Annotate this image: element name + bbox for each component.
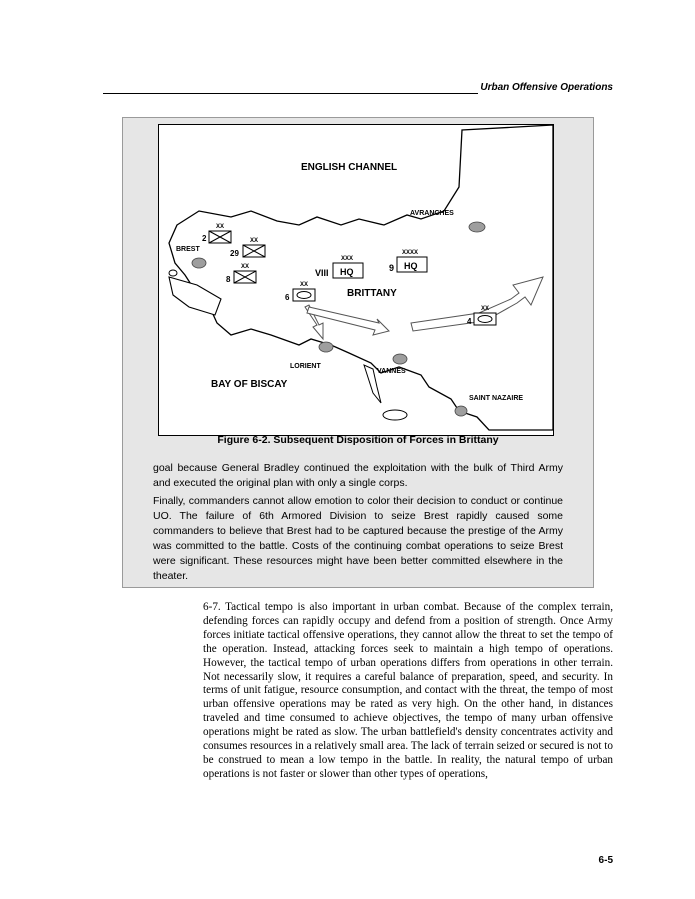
ninth-army-size: XXXX bbox=[402, 250, 419, 256]
island-west bbox=[169, 270, 177, 276]
running-header: Urban Offensive Operations bbox=[480, 82, 613, 93]
viii-corps-size: XXX bbox=[341, 256, 354, 262]
brest-city bbox=[192, 258, 206, 268]
unit-4-number: 4 bbox=[467, 317, 472, 326]
header-rule bbox=[103, 93, 478, 94]
page-number: 6-5 bbox=[598, 855, 613, 866]
ninth-army-hq-label: HQ bbox=[404, 261, 418, 271]
avranches-city bbox=[469, 222, 485, 232]
vannes-city bbox=[393, 354, 407, 364]
brittany-map bbox=[158, 124, 554, 436]
unit-2-number: 2 bbox=[202, 234, 207, 243]
unit-8-number: 8 bbox=[226, 275, 231, 284]
vannes-label: VANNES bbox=[377, 368, 406, 375]
unit-8th-division bbox=[234, 271, 256, 283]
saint-nazaire-label: SAINT NAZAIRE bbox=[469, 395, 524, 402]
vignette-paragraph-1: goal because General Bradley continued the exploitation with the bulk of Third Army and executed the original plan with only a single corps. bbox=[153, 462, 563, 489]
unit-8-size: XX bbox=[241, 264, 250, 270]
belle-ile bbox=[383, 410, 407, 420]
unit-6-number: 6 bbox=[285, 293, 290, 302]
lorient-city bbox=[319, 342, 333, 352]
english-channel-label: ENGLISH CHANNEL bbox=[301, 162, 398, 173]
brest-label: BREST bbox=[176, 246, 200, 253]
unit-4-size: XX bbox=[481, 306, 490, 312]
saint-nazaire-city bbox=[455, 406, 467, 416]
figure-caption: Figure 6-2. Subsequent Disposition of Forces in Brittany bbox=[217, 434, 499, 446]
lorient-label: LORIENT bbox=[290, 363, 321, 370]
unit-29-size: XX bbox=[250, 238, 259, 244]
bay-of-biscay-label: BAY OF BISCAY bbox=[211, 379, 288, 390]
unit-2-size: XX bbox=[216, 224, 225, 230]
unit-29-number: 29 bbox=[230, 249, 239, 258]
unit-29th-division bbox=[243, 245, 265, 257]
unit-4th-armored-division bbox=[474, 313, 496, 325]
body-paragraph-6-7: 6-7. Tactical tempo is also important in urban combat. Because of the complex terrain, defending forces can rapidly occupy and defend from a position of strength. Once Army forces initiate tactical offensive operations, they cannot allow the threat to set the tempo of the operation. Instead, attacking forces seek to maintain a high tempo of operations. However, the tactical tempo of urban operations differs from operations in other terrain. Not necessarily slow, it requires a careful balance of preparation, speed, and security. In terms of unit fatigue, resource consumption, and contact with the threat, the tempo of most urban offensive operations may be rated as very high. On the other hand, in distances traveled and time consumed to achieve objectives, the tempo of many urban offensive operations might be rated as slow. The urban battlefield's density concentrates activity and consumes resources in a relatively small area. The lack of terrain seized or secured is not to be construed to mean a low tempo in the battle. In reality, the natural tempo of urban operations is not faster or slower than other types of operations, bbox=[203, 601, 613, 780]
unit-2nd-division bbox=[209, 231, 231, 243]
avranches-label: AVRANCHES bbox=[410, 210, 454, 217]
ninth-army-number: 9 bbox=[389, 263, 395, 273]
brittany-label: BRITTANY bbox=[347, 288, 397, 299]
vignette-paragraph-2: Finally, commanders cannot allow emotion to color their decision to conduct or continue UO. The failure of 6th Armored Division to seize Brest rapidly caused some commanders to believe that Brest had to be captured because the prestige of the Army was committed to the battle. Costs of the continuing combat operations to seize Brest were significant. These resources might have been better committed elsewhere in the theater. bbox=[153, 495, 563, 582]
viii-corps-number: VIII bbox=[315, 268, 329, 278]
unit-6th-armored-division bbox=[293, 289, 315, 301]
viii-corps-hq-label: HQ bbox=[340, 267, 354, 277]
unit-6-size: XX bbox=[300, 282, 309, 288]
